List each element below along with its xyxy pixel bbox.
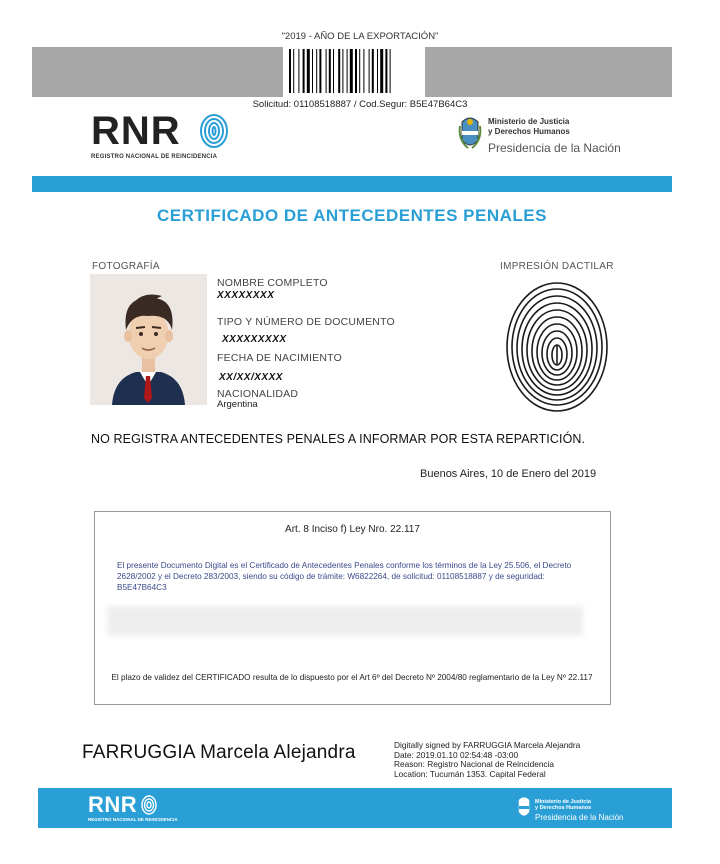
footer-rnr-logo-text: RNR [88,792,138,817]
footer-presidency-name: Presidencia de la Nación [535,813,624,822]
rnr-logo [91,111,251,171]
place-and-date: Buenos Aires, 10 de Enero del 2019 [420,468,597,480]
legal-info-box [94,511,611,705]
footer-band [38,788,672,828]
digital-document-paragraph: El presente Documento Digital es el Certificado de Antecedentes Penales conforme los términos de la Ley 25.506, el Decreto 2628/2002 y el Decreto 283/2003, siendo su código de trámite: W6822264, de solicitud: 01108518887 y de seguridad: B5E47B64C3 [117,561,572,592]
birthdate-label: FECHA DE NACIMIENTO [217,352,342,364]
barcode [283,47,425,97]
ministry-logo [458,114,658,164]
blue-divider-strip [32,176,672,192]
rnr-logo-text: RNR [91,109,181,153]
document-motto: "2019 - AÑO DE LA EXPORTACIÓN" [281,31,439,42]
footer-ministry-line1: Ministerio de Justicia [535,799,591,805]
digital-signature-details [394,741,580,779]
barcode-graphic [289,49,419,95]
solicitud-code-line: Solicitud: 01108518887 / Cod.Segur: B5E47B64C3 [252,99,468,110]
person-avatar-icon [90,274,207,405]
footer-ministry-line2: y Derechos Humanos [535,805,592,811]
signature-line-date: Date: 2019.01.10 02:54:48 -03:00 [394,749,519,760]
footer-national-emblem-icon [517,796,531,820]
presidency-name: Presidencia de la Nación [488,141,621,155]
nationality-label: NACIONALIDAD [217,388,299,400]
person-photo [90,274,207,405]
signature-line-signed-by: Digitally signed by FARRUGGIA Marcela Alejandra [394,740,581,750]
document-label: TIPO Y NÚMERO DE DOCUMENTO [217,316,395,328]
photo-label: FOTOGRAFÍA [92,261,160,272]
ministry-name-line1: Ministerio de Justicia [488,117,570,126]
name-label: NOMBRE COMPLETO [217,277,328,289]
footer-fingerprint-logo-icon [141,795,157,815]
footer-rnr-subtitle: REGISTRO NACIONAL DE REINCIDENCIA [88,817,178,822]
fingerprint-impression [500,275,615,415]
legal-article: Art. 8 Inciso f) Ley Nro. 22.117 [285,524,420,535]
nationality-value: Argentina [217,399,258,410]
ministry-name-line2: y Derechos Humanos [488,127,570,136]
rnr-logo-subtitle: REGISTRO NACIONAL DE REINCIDENCIA [91,154,218,160]
fingerprint-label: IMPRESIÓN DACTILAR [500,261,614,272]
national-emblem-icon [458,116,482,152]
signature-line-reason: Reason: Registro Nacional de Reincidencia [394,759,555,769]
birthdate-value: XX/XX/XXXX [219,372,283,383]
signature-line-location: Location: Tucumán 1353. Capital Federal [394,768,546,779]
redacted-blur-area [107,606,583,636]
name-value: XXXXXXXX [217,290,275,301]
document-value: XXXXXXXXX [222,334,287,345]
validity-note: El plazo de validez del CERTIFICADO resulta de lo dispuesto por el Art 6º del Decreto Nº 2004/80 reglamentario de la Ley Nº 22.117 [111,673,593,682]
no-records-statement: NO REGISTRA ANTECEDENTES PENALES A INFORMAR POR ESTA REPARTICIÓN. [91,432,586,446]
signer-name: FARRUGGIA Marcela Alejandra [82,742,356,763]
certificate-title: CERTIFICADO DE ANTECEDENTES PENALES [157,206,547,225]
fingerprint-logo-icon [199,113,229,149]
